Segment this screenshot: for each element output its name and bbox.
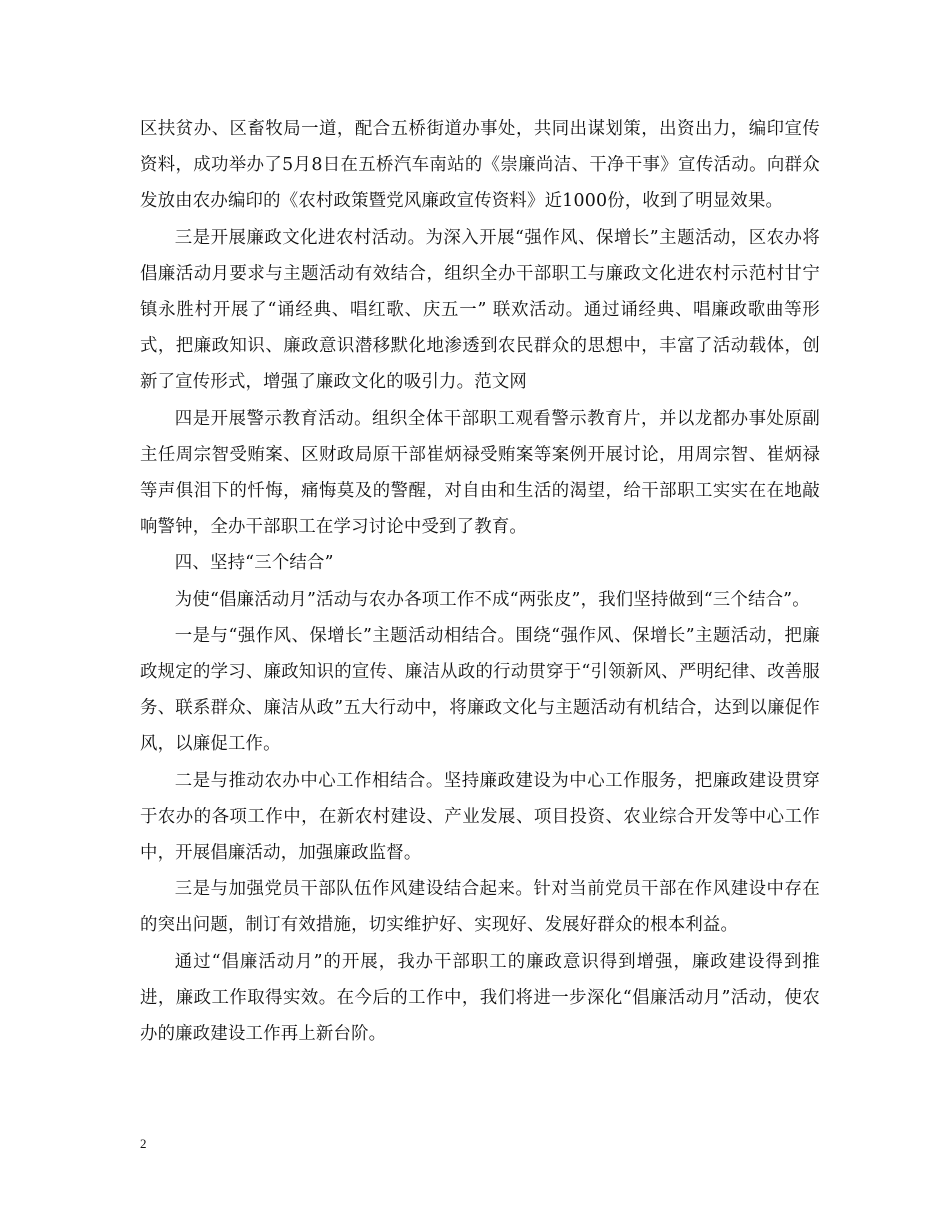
paragraph: 三是开展廉政文化进农村活动。为深入开展“强作风、保增长”主题活动，区农办将倡廉活动月要求与主题活动有效结合，组织全办干部职工与廉政文化进农村示范村甘宁镇永胜村开展了“诵经典、唱红歌、庆五一” 联欢活动。通过诵经典、唱廉政歌曲等形式，把廉政知识、廉政意识潜移默化地渗透到农民群众的思想中，丰富了活动载体，创新了宣传形式，增强了廉政文化的吸引力。范文网: [140, 227, 820, 393]
paragraph: 二是与推动农办中心工作相结合。坚持廉政建设为中心工作服务，把廉政建设贯穿于农办的各项工作中，在新农村建设、产业发展、项目投资、农业综合开发等中心工作中，开展倡廉活动，加强廉政监督。: [140, 770, 820, 864]
paragraph: 通过“倡廉活动月”的开展，我办干部职工的廉政意识得到增强，廉政建设得到推进，廉政工作取得实效。在今后的工作中，我们将进一步深化“倡廉活动月”活动，使农办的廉政建设工作再上新台阶。: [140, 951, 820, 1045]
paragraph: 三是与加强党员干部队伍作风建设结合起来。针对当前党员干部在作风建设中存在的突出问题，制订有效措施，切实维护好、实现好、发展好群众的根本利益。: [140, 879, 820, 936]
section-heading: 四、坚持“三个结合”: [174, 553, 334, 574]
paragraph: 四是开展警示教育活动。组织全体干部职工观看警示教育片，并以龙都办事处原副主任周宗智受贿案、区财政局原干部崔炳禄受贿案等案例开展讨论，用周宗智、崔炳禄等声俱泪下的忏悔，痛悔莫及的警醒，对自由和生活的渴望，给干部职工实实在在地敲响警钟，全办干部职工在学习讨论中受到了教育。: [140, 408, 820, 538]
paragraph: 为使“倡廉活动月”活动与农办各项工作不成“两张皮”，我们坚持做到“三个结合”。: [174, 589, 810, 610]
paragraph: 一是与“强作风、保增长”主题活动相结合。围绕“强作风、保增长”主题活动，把廉政规定的学习、廉政知识的宣传、廉洁从政的行动贯穿于“引领新风、严明纪律、改善服务、联系群众、廉洁从政”五大行动中，将廉政文化与主题活动有机结合，达到以廉促作风，以廉促工作。: [140, 625, 820, 755]
page-number: 2: [140, 1136, 147, 1151]
document-body: [140, 111, 820, 1052]
paragraph: 区扶贫办、区畜牧局一道，配合五桥街道办事处，共同出谋划策，出资出力，编印宣传资料，成功举办了5月8日在五桥汽车南站的《崇廉尚洁、干净干事》宣传活动。向群众发放由农办编印的《农村政策暨党风廉政宣传资料》近1000份，收到了明显效果。: [140, 119, 820, 212]
